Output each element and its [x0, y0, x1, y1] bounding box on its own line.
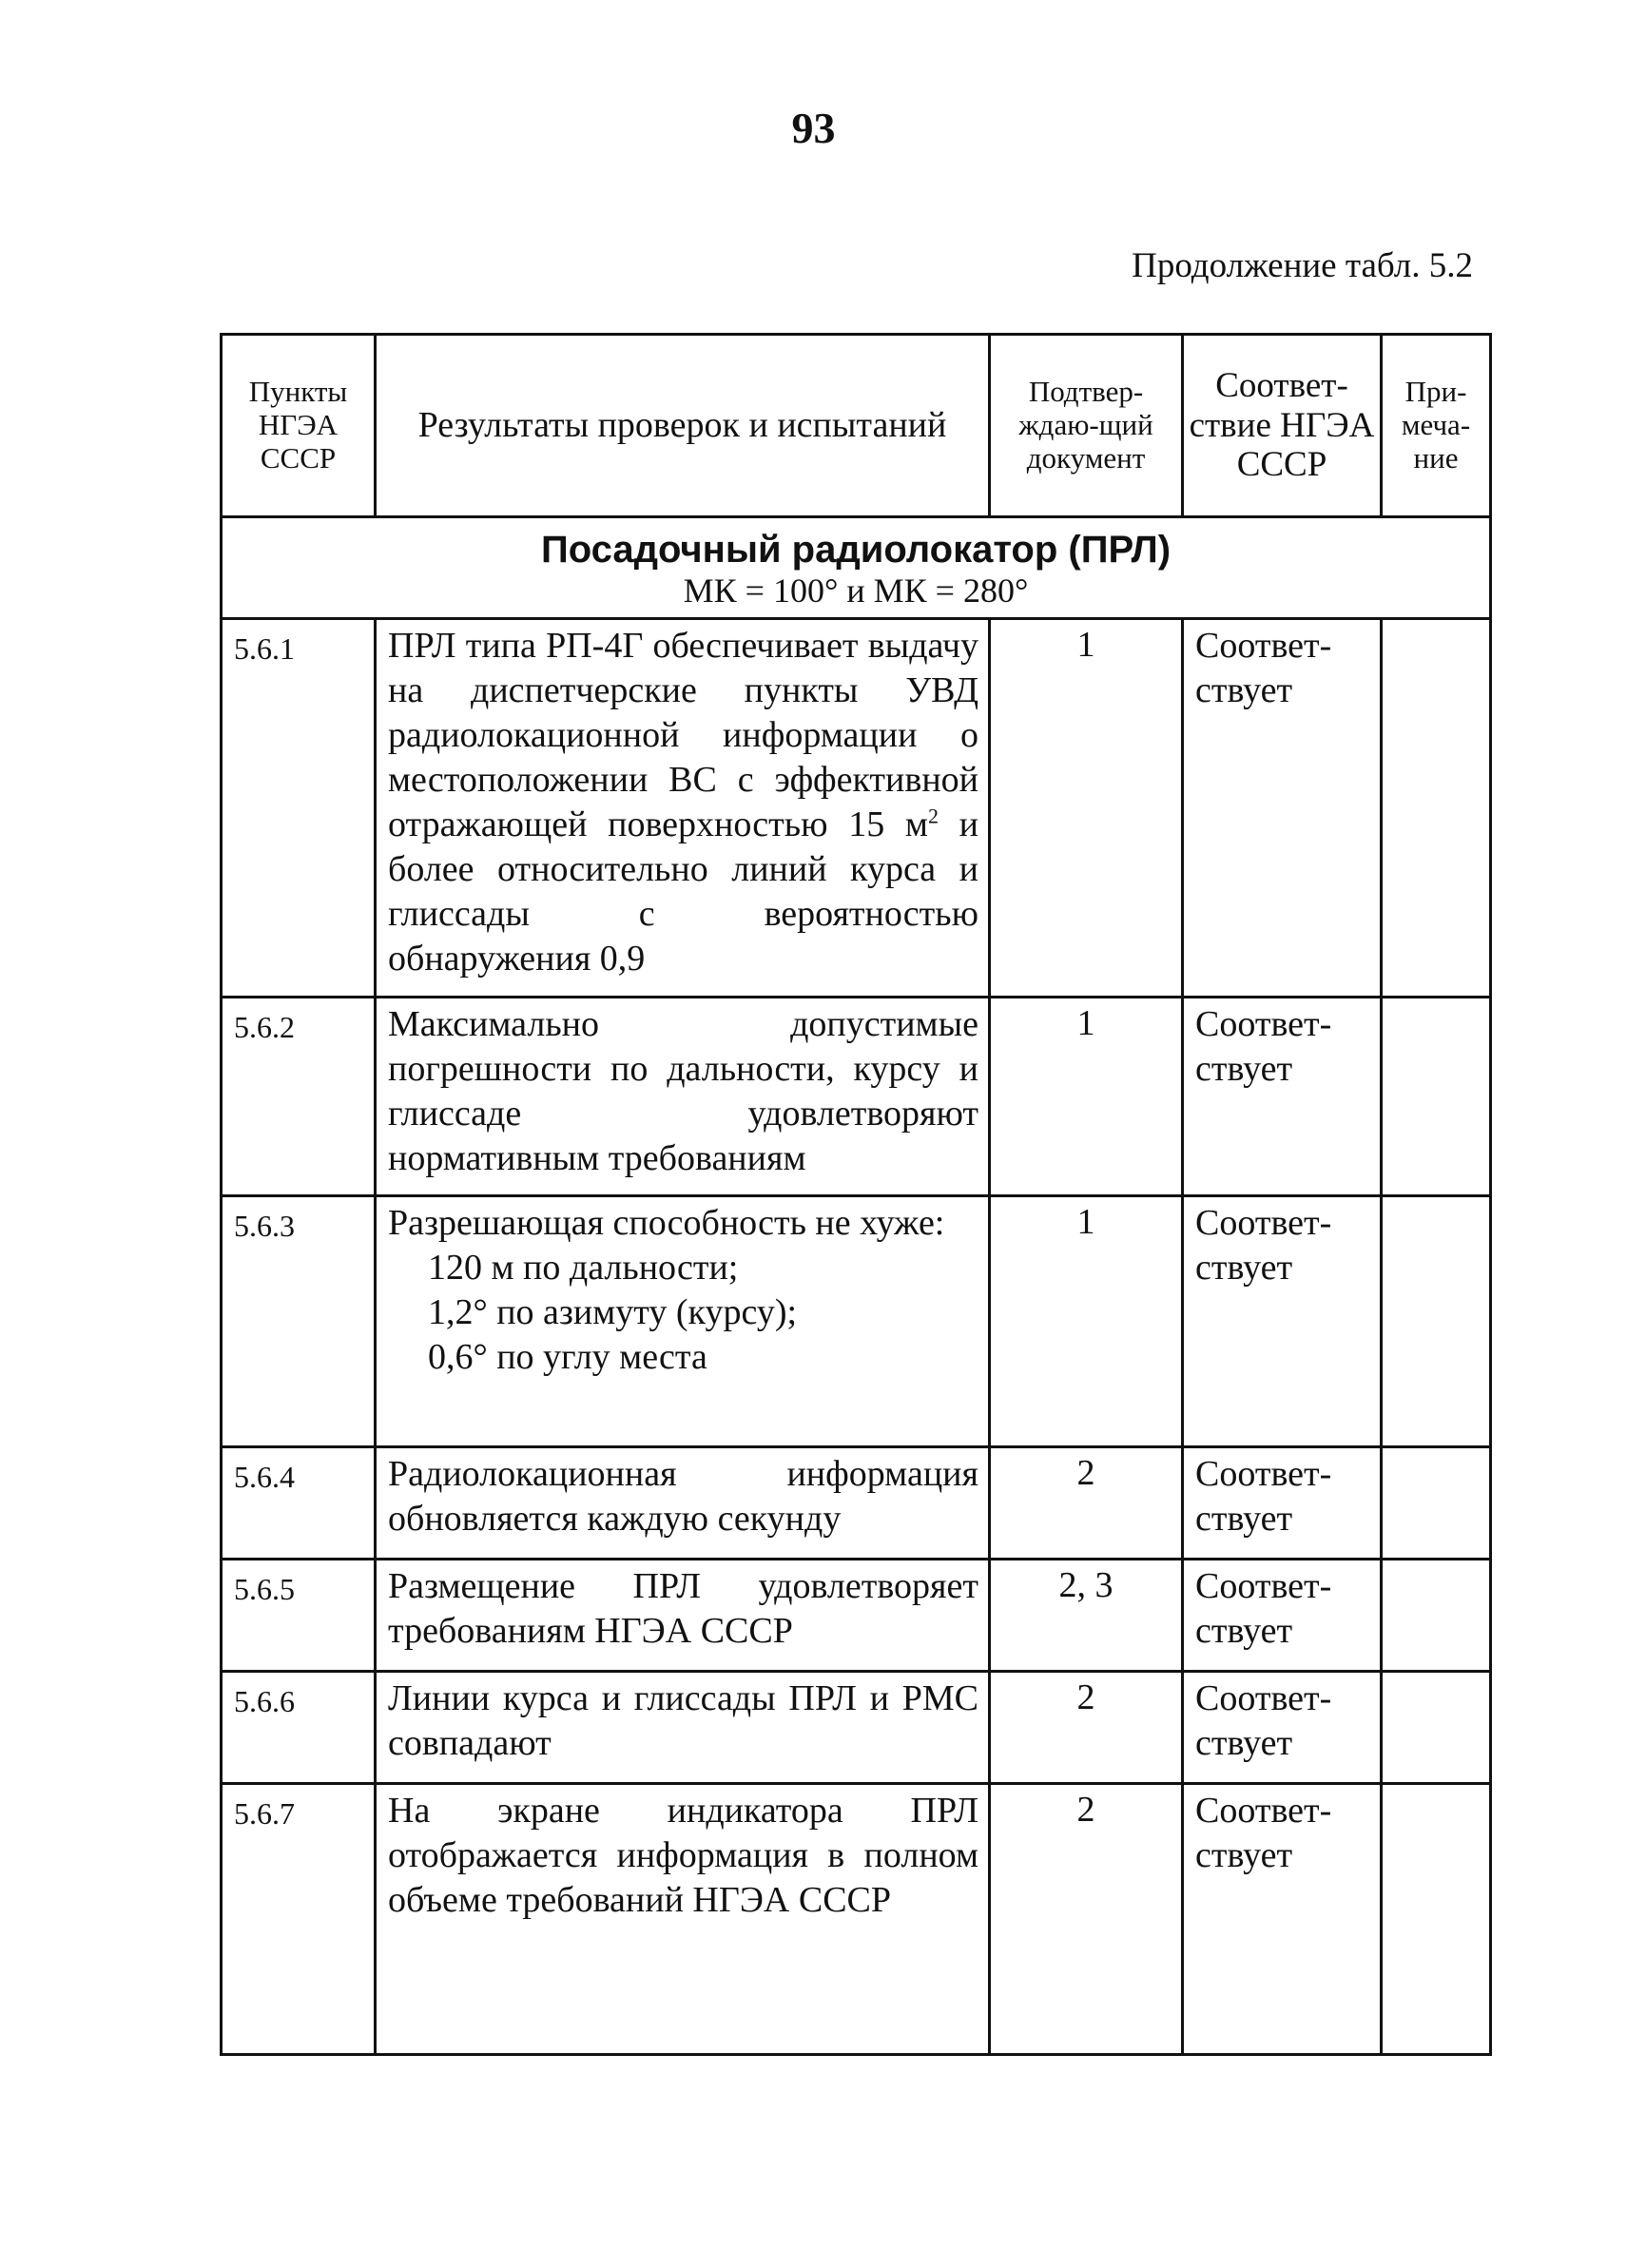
row-compliance: Соответ-ствует [1183, 1447, 1382, 1560]
row-number: 5.6.1 [222, 619, 376, 998]
row-document: 1 [990, 1196, 1183, 1447]
table-row [222, 619, 1491, 998]
row-note [1382, 1672, 1491, 1784]
row-result [376, 619, 990, 998]
table-row [222, 998, 1491, 1196]
header-compliance: Соответ-ствие НГЭА СССР [1183, 335, 1382, 517]
row-compliance: Соответ-ствует [1183, 1196, 1382, 1447]
row-result: На экране индикатора ПРЛ отображается информация в полном объеме требований НГЭА СССР [376, 1784, 990, 2055]
row-note [1382, 1784, 1491, 2055]
header-note: При-меча-ние [1382, 335, 1491, 517]
row-result-text: Разрешающая способность не хуже: [388, 1203, 945, 1243]
row-note [1382, 619, 1491, 998]
row-number: 5.6.6 [222, 1672, 376, 1784]
row-note [1382, 1196, 1491, 1447]
table-continuation-label: Продолжение табл. 5.2 [1132, 246, 1473, 285]
list-item: 1,2° по азимуту (курсу); [428, 1292, 798, 1332]
superscript: 2 [927, 804, 939, 828]
row-result [376, 1196, 990, 1447]
row-result-text-continued: и более относительно линий курса и глиссады с вероятностью обнаружения 0,9 [388, 804, 978, 979]
row-compliance: Соответ-ствует [1183, 619, 1382, 998]
table-row [222, 1196, 1491, 1447]
row-compliance: Соответ-ствует [1183, 1560, 1382, 1672]
row-number: 5.6.5 [222, 1560, 376, 1672]
header-points: Пункты НГЭА СССР [222, 335, 376, 517]
row-result: Радиолокационная информация обновляется каждую секунду [376, 1447, 990, 1560]
section-subtitle: МК = 100° и МК = 280° [683, 572, 1029, 610]
list-item: 0,6° по углу места [428, 1337, 707, 1377]
section-header [222, 517, 1491, 619]
list-item: 120 м по дальности; [428, 1248, 739, 1288]
row-result-text: ПРЛ типа РП-4Г обеспечивает выдачу на диспетчерские пункты УВД радиолокационной информации о местоположении ВС с эффективной отражающей поверхностью 15 м [388, 626, 978, 844]
row-result: Линии курса и глиссады ПРЛ и РМС совпадают [376, 1672, 990, 1784]
section-row [222, 517, 1491, 619]
row-document: 2 [990, 1672, 1183, 1784]
row-note [1382, 998, 1491, 1196]
row-note [1382, 1447, 1491, 1560]
results-table [220, 333, 1492, 2056]
row-number: 5.6.3 [222, 1196, 376, 1447]
row-document: 1 [990, 998, 1183, 1196]
row-number: 5.6.2 [222, 998, 376, 1196]
page-number: 93 [791, 104, 836, 152]
row-number: 5.6.7 [222, 1784, 376, 2055]
row-document: 2 [990, 1784, 1183, 2055]
table-row [222, 1784, 1491, 2055]
row-document: 2 [990, 1447, 1183, 1560]
header-results: Результаты проверок и испытаний [376, 335, 990, 517]
row-compliance: Соответ-ствует [1183, 998, 1382, 1196]
row-note [1382, 1560, 1491, 1672]
row-number: 5.6.4 [222, 1447, 376, 1560]
section-title: Посадочный радиолокатор (ПРЛ) [540, 529, 1172, 571]
header-row [222, 335, 1491, 517]
row-document: 1 [990, 619, 1183, 998]
table-row [222, 1560, 1491, 1672]
row-result: Размещение ПРЛ удовлетворяет требованиям НГЭА СССР [376, 1560, 990, 1672]
table-row [222, 1672, 1491, 1784]
row-compliance: Соответ-ствует [1183, 1784, 1382, 2055]
row-document: 2, 3 [990, 1560, 1183, 1672]
table-row [222, 1447, 1491, 1560]
row-compliance: Соответ-ствует [1183, 1672, 1382, 1784]
header-document: Подтвер-ждаю-щий документ [990, 335, 1183, 517]
row-result: Максимально допустимые погрешности по дальности, курсу и глиссаде удовлетворяют нормативным требованиям [376, 998, 990, 1196]
